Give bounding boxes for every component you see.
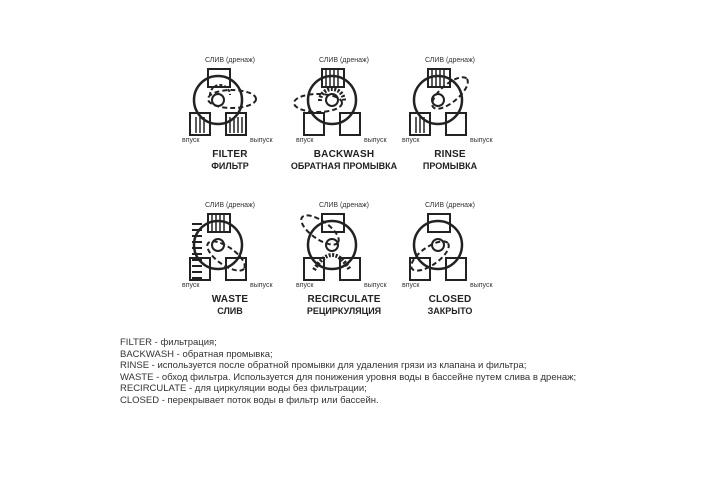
valve-recirculate-drawing <box>284 200 404 295</box>
handle-outline <box>294 94 342 112</box>
mode-name-ru: ФИЛЬТР <box>211 161 249 171</box>
mode-name-ru: ПРОМЫВКА <box>422 161 478 171</box>
legend-item-waste: WASTE - обход фильтра. Используется для понижения уровня воды в бассейне путем слива в дренаж; <box>120 371 577 383</box>
drain-label: СЛИВ (дренаж) <box>318 202 370 209</box>
flow-hatching <box>326 69 338 87</box>
valve-filter-drawing <box>170 55 290 150</box>
valve-closed-drawing <box>390 200 510 295</box>
valve-diagram-closed <box>390 200 510 330</box>
mode-name-en: WASTE <box>211 294 249 305</box>
inlet-label: впуск <box>182 137 200 144</box>
valve-body <box>194 76 242 124</box>
drain-label: СЛИВ (дренаж) <box>204 202 256 209</box>
legend-item-closed: CLOSED - перекрывает поток воды в фильтр или бассейн. <box>120 394 379 406</box>
drain-label: СЛИВ (дренаж) <box>424 57 476 64</box>
rotor-center <box>212 94 224 106</box>
rotor-center <box>432 239 444 251</box>
inlet-label: впуск <box>296 282 314 289</box>
mode-name-en: CLOSED <box>428 294 472 305</box>
inlet-label: впуск <box>402 282 420 289</box>
flow-hatching <box>432 69 444 87</box>
inlet-label: впуск <box>182 282 200 289</box>
inlet-label: впуск <box>402 137 420 144</box>
mode-name-en: RECIRCULATE <box>307 294 381 305</box>
outlet-label: выпуск <box>364 137 387 144</box>
mode-name-ru: РЕЦИРКУЛЯЦИЯ <box>306 306 382 316</box>
mode-name-ru: СЛИВ <box>217 306 243 316</box>
outlet-label: выпуск <box>470 137 493 144</box>
drain-label: СЛИВ (дренаж) <box>204 57 256 64</box>
mode-name-ru: ЗАКРЫТО <box>427 306 473 316</box>
legend-item-backwash: BACKWASH - обратная промывка; <box>120 348 273 360</box>
drain-label: СЛИВ (дренаж) <box>424 202 476 209</box>
inlet-label: впуск <box>296 137 314 144</box>
valve-body <box>414 221 462 269</box>
valve-waste-drawing <box>170 200 290 295</box>
rotor-center <box>326 94 338 106</box>
outlet-label: выпуск <box>250 137 273 144</box>
mode-name-en: RINSE <box>434 149 466 160</box>
flow-hatching <box>212 214 224 232</box>
outlet-label: выпуск <box>364 282 387 289</box>
valve-rinse-drawing <box>390 55 510 150</box>
outlet-label: выпуск <box>470 282 493 289</box>
legend-item-filter: FILTER - фильтрация; <box>120 337 217 348</box>
drain-label: СЛИВ (дренаж) <box>318 57 370 64</box>
rotor-center <box>212 239 224 251</box>
valve-diagram-filter <box>170 55 290 185</box>
valve-diagram-recirculate <box>284 200 404 330</box>
mode-name-ru: ОБРАТНАЯ ПРОМЫВКА <box>290 161 398 171</box>
legend-item-rinse: RINSE - используется после обратной промывки для удаления грязи из клапана и фильтра; <box>120 360 527 371</box>
handle-outline <box>297 210 343 250</box>
outlet-label: выпуск <box>250 282 273 289</box>
valve-diagram-backwash <box>284 55 404 185</box>
mode-name-en: FILTER <box>212 149 248 160</box>
mode-name-en: BACKWASH <box>313 149 375 160</box>
valve-diagram-rinse <box>390 55 510 185</box>
legend-item-recirculate: RECIRCULATE - для циркуляции воды без фильтрации; <box>120 383 367 394</box>
mode-legend <box>120 337 680 406</box>
valve-body <box>308 76 356 124</box>
valve-backwash-drawing <box>284 55 404 150</box>
valve-diagram-waste <box>170 200 290 330</box>
